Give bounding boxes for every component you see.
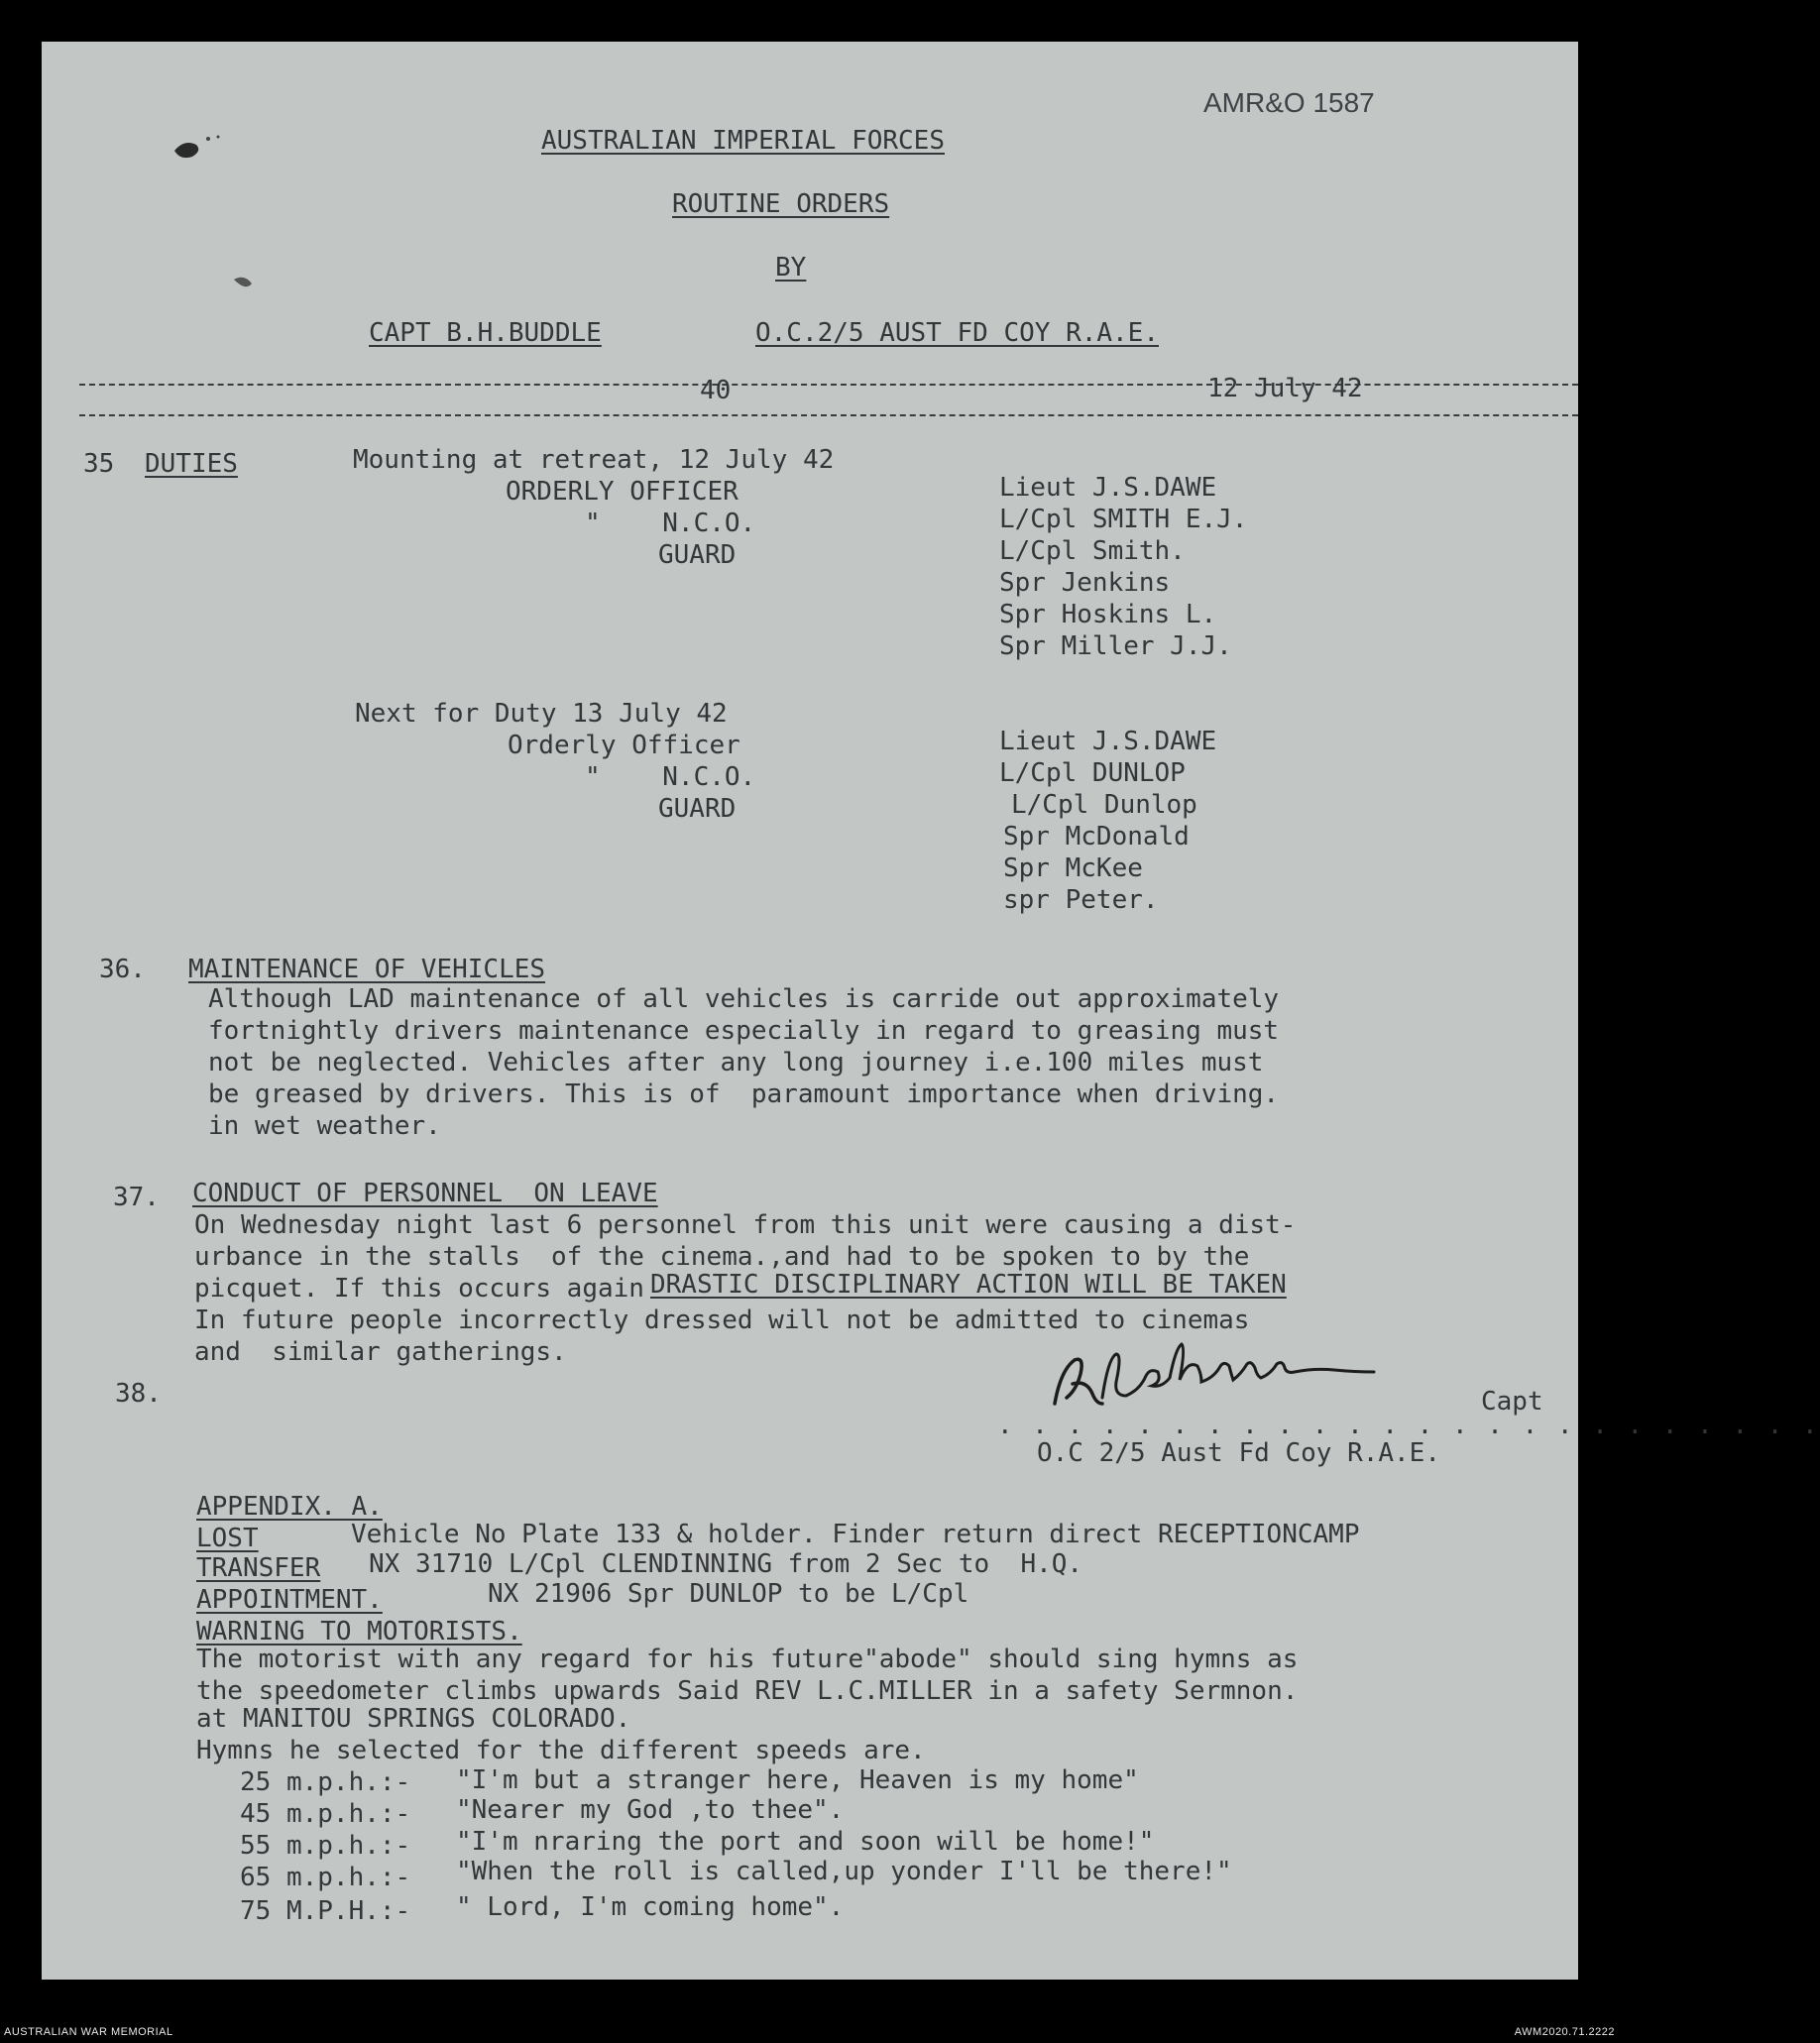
item-37-line: urbance in the stalls of the cinema.,and had to be spoken to by the xyxy=(194,1242,1250,1272)
lost-label: LOST xyxy=(196,1524,259,1553)
item-36-line: not be neglected. Vehicles after any long journey i.e.100 miles must xyxy=(208,1048,1264,1078)
item-35-number: 35 xyxy=(83,449,115,479)
duty-label: GUARD xyxy=(658,794,737,824)
duty-label: " N.C.O. xyxy=(585,509,756,538)
guard-member: Spr Jenkins xyxy=(999,568,1171,598)
item-37-line: and similar gatherings. xyxy=(194,1337,567,1367)
warning-line: at MANITOU SPRINGS COLORADO. xyxy=(196,1704,631,1734)
hymn-speed: 75 M.P.H.:- xyxy=(240,1896,411,1926)
header-line-3: BY xyxy=(775,253,807,283)
archive-reference: AMR&O 1587 xyxy=(1203,87,1375,118)
next-for-duty: Next for Duty 13 July 42 xyxy=(355,699,728,729)
item-36-number: 36. xyxy=(99,955,146,984)
signature-title: O.C 2/5 Aust Fd Coy R.A.E. xyxy=(1037,1438,1440,1468)
order-date: 12 July 42 xyxy=(1207,374,1363,403)
duty-name: L/Cpl SMITH E.J. xyxy=(999,505,1248,534)
hymn-title: "I'm nraring the port and soon will be home!" xyxy=(456,1827,1155,1857)
header-line-1: AUSTRALIAN IMPERIAL FORCES xyxy=(541,126,945,156)
header-line-2: ROUTINE ORDERS xyxy=(672,189,890,219)
duty-name: Lieut J.S.DAWE xyxy=(999,473,1217,503)
unit-name: O.C.2/5 AUST FD COY R.A.E. xyxy=(755,318,1159,348)
lost-text: Vehicle No Plate 133 & holder. Finder return direct RECEPTIONCAMP xyxy=(351,1520,1360,1549)
document-page xyxy=(42,42,1820,1980)
hymn-speed: 65 m.p.h.:- xyxy=(240,1863,411,1892)
transfer-label: TRANSFER xyxy=(196,1553,321,1583)
transfer-text: NX 31710 L/Cpl CLENDINNING from 2 Sec to H.Q. xyxy=(369,1549,1083,1579)
item-37-number: 37. xyxy=(113,1183,160,1212)
footer-accession: AWM2020.71.2222 xyxy=(1514,2026,1615,2038)
hymn-title: "I'm but a stranger here, Heaven is my home" xyxy=(456,1765,1139,1795)
duty-name: L/Cpl Dunlop xyxy=(1011,790,1197,820)
hymn-speed: 45 m.p.h.:- xyxy=(240,1799,411,1829)
footer-institution: AUSTRALIAN WAR MEMORIAL xyxy=(4,2026,173,2038)
item-36-line: Although LAD maintenance of all vehicles is carride out approximately xyxy=(208,984,1280,1014)
duty-label: ORDERLY OFFICER xyxy=(506,477,739,507)
divider-bottom xyxy=(79,414,1578,416)
duty-label: " N.C.O. xyxy=(585,762,756,792)
warning-line: The motorist with any regard for his future"abode" should sing hymns as xyxy=(196,1645,1299,1674)
signature-rank: Capt xyxy=(1481,1387,1543,1417)
warning-line: Hymns he selected for the different speeds are. xyxy=(196,1736,926,1765)
hymn-speed: 55 m.p.h.:- xyxy=(240,1831,411,1861)
item-37-line: picquet. If this occurs again xyxy=(194,1274,660,1304)
item-35-title: DUTIES xyxy=(145,449,238,479)
hymn-title: "When the roll is called,up yonder I'll be there!" xyxy=(456,1857,1232,1886)
guard-member: Spr McKee xyxy=(1003,853,1143,883)
ink-smudge xyxy=(169,123,238,172)
signature-dotted-line: . . . . . . . . . . . . . . . . . . . . . . . . xyxy=(997,1411,1820,1440)
guard-member: Spr Miller J.J. xyxy=(999,631,1232,661)
item-38-number: 38. xyxy=(115,1379,162,1409)
hymn-title: "Nearer my God ,to thee". xyxy=(456,1795,845,1825)
duty-label: Orderly Officer xyxy=(508,731,740,760)
item-36-line: fortnightly drivers maintenance especially in regard to greasing must xyxy=(208,1016,1280,1046)
guard-member: Spr Hoskins L. xyxy=(999,600,1217,629)
appointment-text: NX 21906 Spr DUNLOP to be L/Cpl xyxy=(488,1579,969,1609)
warning-line: the speedometer climbs upwards Said REV L.C.MILLER in a safety Sermnon. xyxy=(196,1676,1299,1706)
disciplinary-warning: DRASTIC DISCIPLINARY ACTION WILL BE TAKEN xyxy=(650,1270,1287,1300)
duty-name: Lieut J.S.DAWE xyxy=(999,727,1217,756)
hymn-title: " Lord, I'm coming home". xyxy=(456,1892,845,1922)
item-36-line: be greased by drivers. This is of paramount importance when driving. xyxy=(208,1079,1280,1109)
guard-member: Spr McDonald xyxy=(1003,822,1190,851)
duty-name: L/Cpl Smith. xyxy=(999,536,1186,566)
commander-name: CAPT B.H.BUDDLE xyxy=(369,318,602,348)
item-36-line: in wet weather. xyxy=(208,1111,441,1141)
item-37-line: On Wednesday night last 6 personnel from this unit were causing a dist- xyxy=(194,1210,1297,1240)
item-37-title: CONDUCT OF PERSONNEL ON LEAVE xyxy=(192,1179,658,1208)
hymn-speed: 25 m.p.h.:- xyxy=(240,1767,411,1797)
order-number: 40 xyxy=(700,376,732,405)
duty-name: L/Cpl DUNLOP xyxy=(999,758,1186,788)
item-36-title: MAINTENANCE OF VEHICLES xyxy=(188,955,546,984)
item-37-line: In future people incorrectly dressed will not be admitted to cinemas xyxy=(194,1305,1250,1335)
duty-label: GUARD xyxy=(658,540,737,570)
ink-smudge xyxy=(230,270,270,299)
guard-member: spr Peter. xyxy=(1003,885,1159,915)
appointment-label: APPOINTMENT. xyxy=(196,1585,383,1615)
mounting-line: Mounting at retreat, 12 July 42 xyxy=(353,445,835,475)
warning-title: WARNING TO MOTORISTS. xyxy=(196,1617,522,1646)
appendix-title: APPENDIX. A. xyxy=(196,1492,383,1522)
